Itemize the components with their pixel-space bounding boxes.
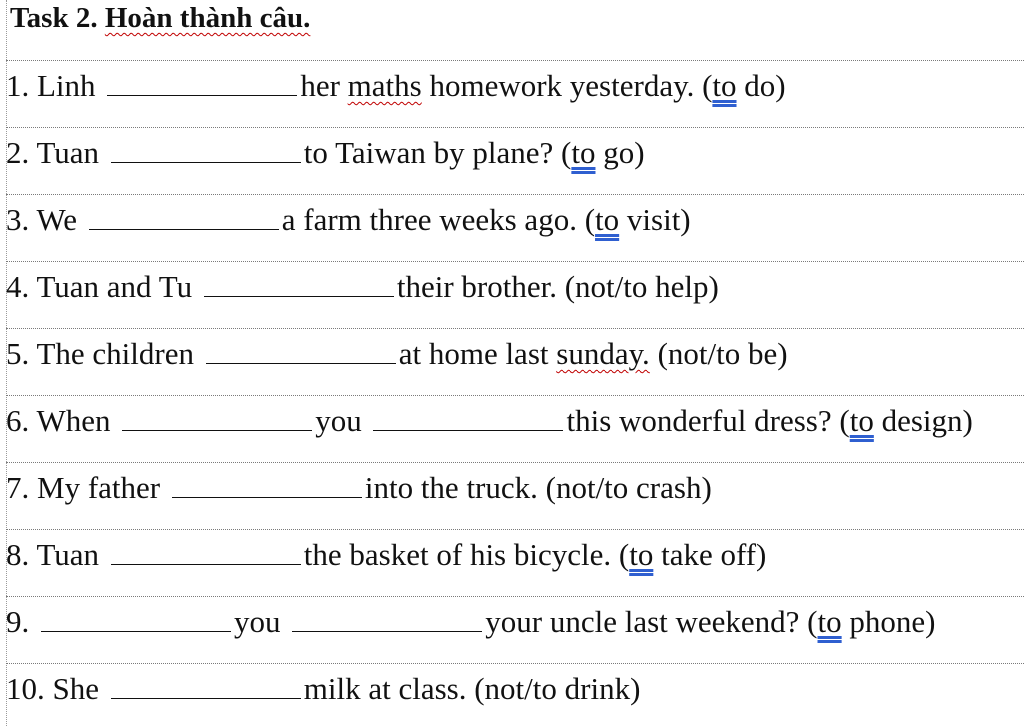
exercise-row-8: [6, 531, 1024, 593]
sentence-4: [6, 267, 719, 307]
answer-blank[interactable]: [107, 69, 297, 96]
exercise-row-1: [6, 62, 1024, 124]
exercise-row-10: [6, 665, 1024, 727]
exercise-row-7: [6, 464, 1024, 526]
sentence-text: do): [744, 68, 786, 103]
sentence-text: visit): [626, 202, 691, 237]
row-divider: [6, 529, 1024, 530]
sentence-text: 8. Tuan: [6, 537, 100, 572]
task-title-instruction: Hoàn thành câu.: [104, 2, 311, 34]
exercise-row-5: [6, 330, 1024, 392]
sentence-text: 6. When: [6, 403, 111, 438]
sentence-text: go): [603, 135, 645, 170]
spelling-flag-word: sunday.: [556, 336, 650, 371]
answer-blank[interactable]: [111, 136, 301, 163]
answer-blank[interactable]: [172, 471, 362, 498]
spelling-flag-word: maths: [347, 68, 422, 103]
exercise-row-2: [6, 129, 1024, 191]
answer-blank[interactable]: [89, 203, 279, 230]
sentence-text: milk at class. (not/to drink): [303, 671, 641, 706]
highlighted-word: to: [849, 403, 874, 438]
sentence-text: your uncle last weekend? (: [485, 604, 818, 639]
exercise-row-4: [6, 263, 1024, 325]
sentence-text: 2. Tuan: [6, 135, 100, 170]
sentence-7: [6, 468, 712, 508]
answer-blank[interactable]: [41, 605, 231, 632]
sentence-text: 7. My father: [6, 470, 161, 505]
sentence-text: to Taiwan by plane? (: [303, 135, 572, 170]
row-divider: [6, 395, 1024, 396]
sentence-3: [6, 200, 691, 240]
sentence-text: (not/to be): [657, 336, 788, 371]
sentence-9: [6, 602, 935, 642]
task-title-number: Task 2.: [10, 2, 98, 34]
row-divider: [6, 328, 1024, 329]
row-divider: [6, 127, 1024, 128]
sentence-text: design): [881, 403, 973, 438]
sentence-text: 1. Linh: [6, 68, 96, 103]
sentence-2: [6, 133, 645, 173]
row-divider: [6, 663, 1024, 664]
sentence-text: at home last: [398, 336, 549, 371]
sentence-text: you: [315, 403, 362, 438]
highlighted-word: to: [629, 537, 654, 572]
sentence-text: the basket of his bicycle. (: [303, 537, 630, 572]
task-title: [10, 1, 310, 35]
highlighted-word: to: [595, 202, 620, 237]
sentence-text: 10. She: [6, 671, 99, 706]
answer-blank[interactable]: [122, 404, 312, 431]
answer-blank[interactable]: [373, 404, 563, 431]
answer-blank[interactable]: [292, 605, 482, 632]
row-divider: [6, 60, 1024, 61]
sentence-6: [6, 401, 973, 441]
sentence-text: their brother. (not/to help): [396, 269, 719, 304]
highlighted-word: to: [817, 604, 842, 639]
sentence-10: [6, 669, 640, 709]
row-divider: [6, 596, 1024, 597]
row-divider: [6, 261, 1024, 262]
highlighted-word: to: [712, 68, 737, 103]
exercise-row-3: [6, 196, 1024, 258]
answer-blank[interactable]: [111, 672, 301, 699]
sentence-text: homework yesterday. (: [429, 68, 713, 103]
sentence-5: [6, 334, 788, 374]
answer-blank[interactable]: [206, 337, 396, 364]
sentence-text: take off): [661, 537, 767, 572]
sentence-text: 3. We: [6, 202, 77, 237]
sentence-text: 9.: [6, 604, 30, 639]
exercise-row-9: [6, 598, 1024, 660]
sentence-text: this wonderful dress? (: [566, 403, 850, 438]
sentence-text: phone): [849, 604, 936, 639]
sentence-text: into the truck. (not/to crash): [364, 470, 712, 505]
sentence-text: you: [234, 604, 281, 639]
sentence-text: 5. The children: [6, 336, 194, 371]
exercise-row-6: [6, 397, 1024, 459]
sentence-1: [6, 66, 786, 106]
highlighted-word: to: [571, 135, 596, 170]
sentence-8: [6, 535, 766, 575]
row-divider: [6, 462, 1024, 463]
sentence-text: 4. Tuan and Tu: [6, 269, 193, 304]
sentence-text: her: [300, 68, 340, 103]
answer-blank[interactable]: [111, 538, 301, 565]
row-divider: [6, 194, 1024, 195]
sentence-text: a farm three weeks ago. (: [281, 202, 596, 237]
answer-blank[interactable]: [204, 270, 394, 297]
